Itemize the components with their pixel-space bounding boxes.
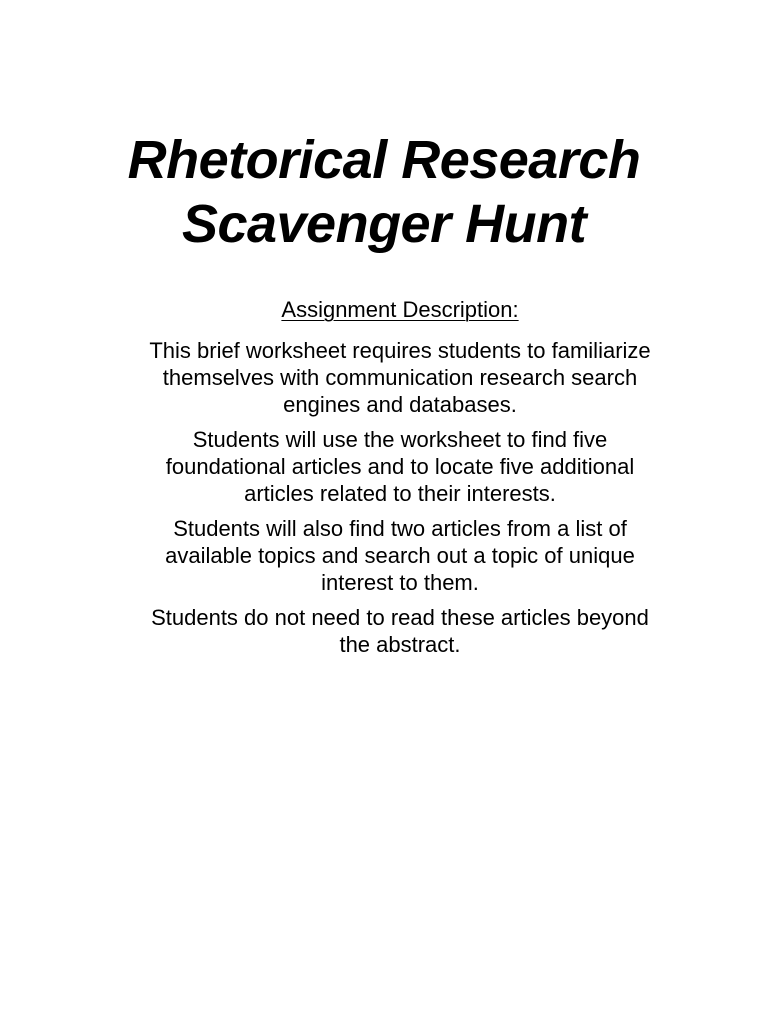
paragraph-line: foundational articles and to locate five additional xyxy=(165,454,635,479)
paragraph-line: This brief worksheet requires students to familiarize xyxy=(149,338,651,363)
description-paragraph-4 xyxy=(100,604,700,658)
description-paragraph-3 xyxy=(100,515,700,596)
paragraph-line: interest to them. xyxy=(321,570,479,595)
assignment-description-heading: Assignment Description: xyxy=(281,297,519,322)
paragraph-line: the abstract. xyxy=(339,632,461,657)
paragraph-line: Students do not need to read these articles beyond xyxy=(151,605,649,630)
paragraph-line: Students will also find two articles from a list of xyxy=(173,516,627,541)
paragraph-line: Students will use the worksheet to find five xyxy=(192,427,608,452)
paragraph-line: articles related to their interests. xyxy=(244,481,556,506)
document-title-line-2: Scavenger Hunt xyxy=(181,194,587,254)
paragraph-line: engines and databases. xyxy=(283,392,517,417)
document-title xyxy=(0,128,768,256)
document-title-line-1: Rhetorical Research xyxy=(127,130,641,190)
description-paragraph-1 xyxy=(100,337,700,418)
assignment-description-body xyxy=(100,337,700,666)
paragraph-line: themselves with communication research search xyxy=(162,365,638,390)
description-paragraph-2 xyxy=(100,426,700,507)
paragraph-line: available topics and search out a topic of unique xyxy=(165,543,635,568)
